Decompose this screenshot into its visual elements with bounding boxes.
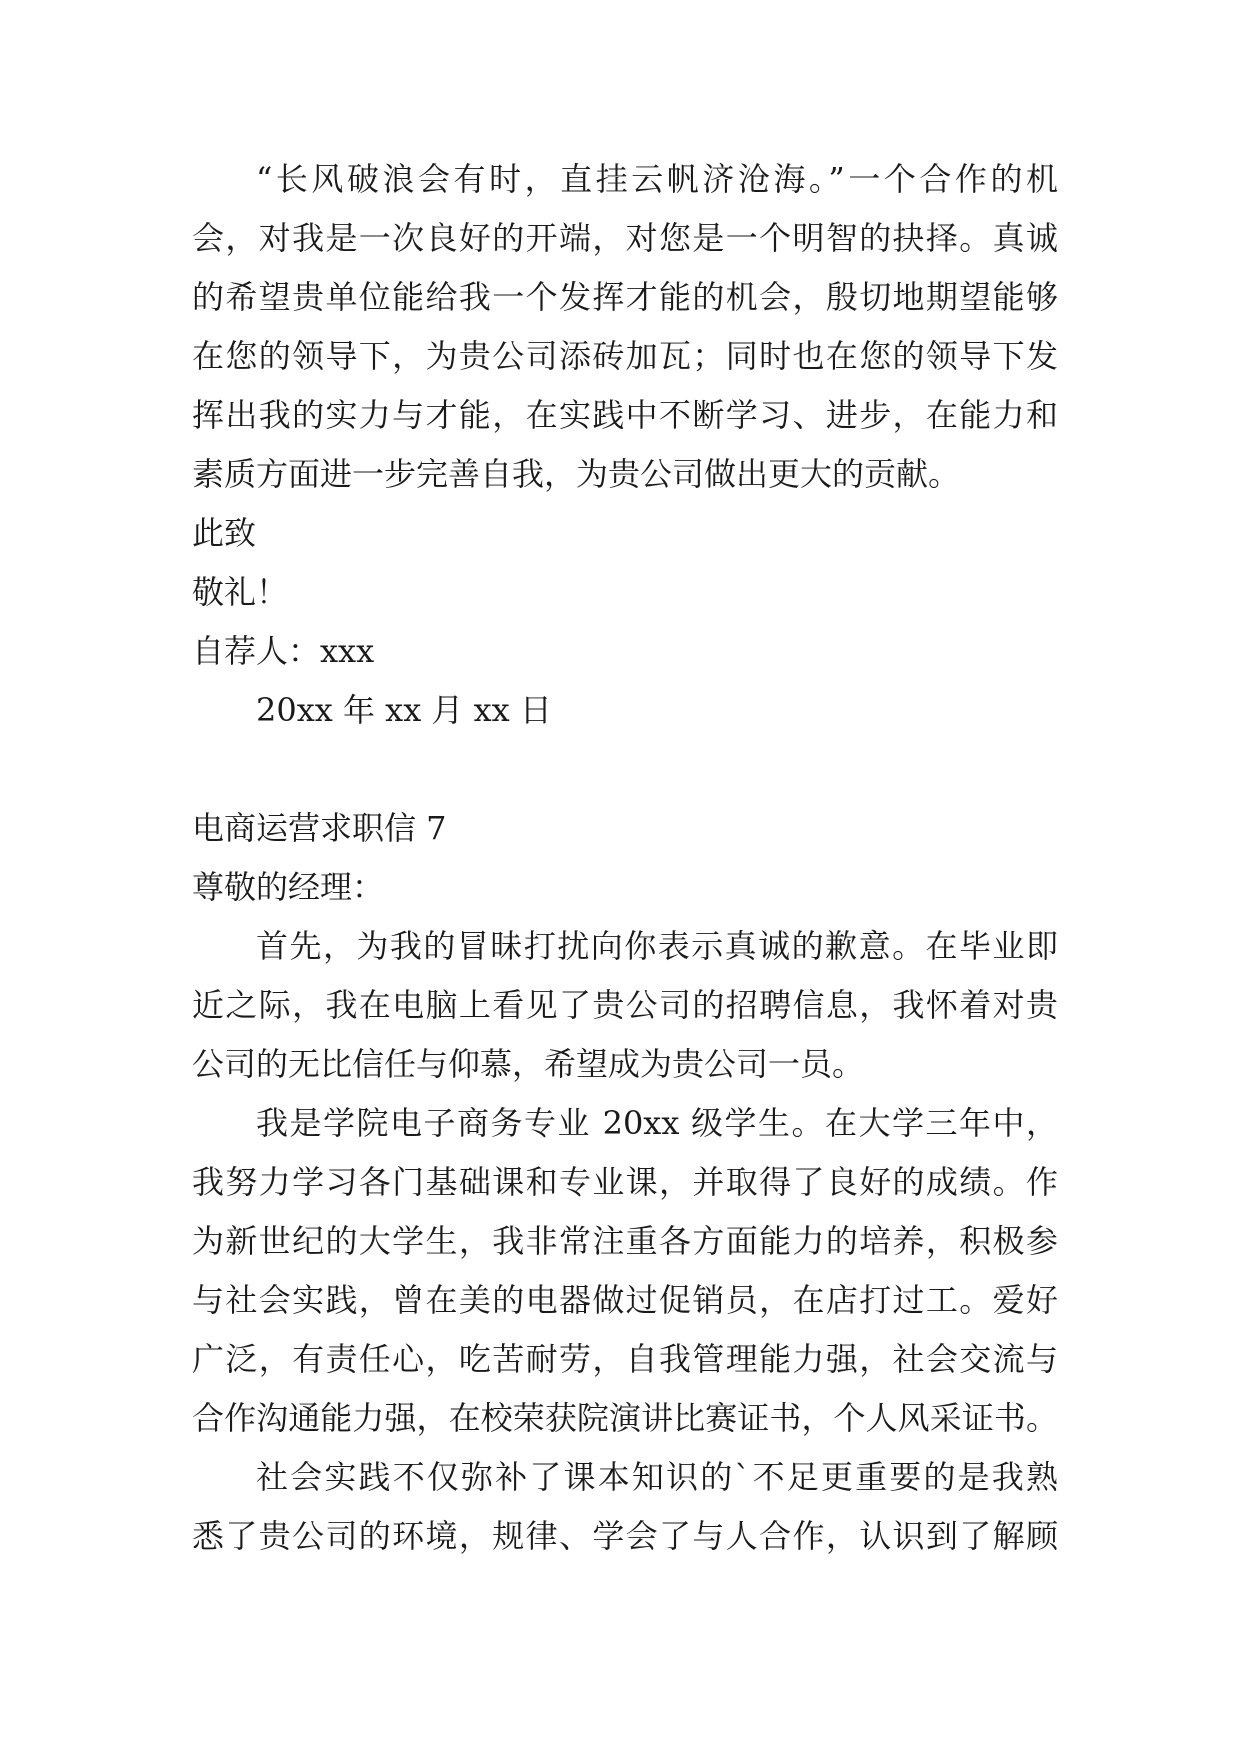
letter-closing <box>192 504 1058 740</box>
paragraph-line: 首先，为我的冒昧打扰向你表示真诚的歉意。在毕业即 <box>256 927 1058 965</box>
paragraph-line: 近之际，我在电脑上看见了贵公司的招聘信息，我怀着对贵 <box>192 986 1058 1024</box>
paragraph-line: 为新世纪的大学生，我非常注重各方面能力的培养，积极参 <box>192 1222 1058 1260</box>
paragraph-line: 合作沟通能力强，在校荣获院演讲比赛证书，个人风采证书。 <box>192 1399 1058 1437</box>
section-gap <box>192 740 1058 799</box>
closing-paragraph <box>192 150 1058 504</box>
date-line: 20xx 年 xx 月 xx 日 <box>256 691 552 729</box>
letter-title: 电商运营求职信 7 <box>192 809 447 847</box>
paragraph-line: 社会实践不仅弥补了课本知识的`不足更重要的是我熟 <box>256 1458 1058 1496</box>
paragraph-line: 素质方面进一步完善自我，为贵公司做出更大的贡献。 <box>192 455 961 493</box>
paragraph-line: 公司的无比信任与仰慕，希望成为贵公司一员。 <box>192 1045 865 1083</box>
letter-7 <box>192 799 1058 1566</box>
paragraph-line: 我是学院电子商务专业 20xx 级学生。在大学三年中， <box>256 1104 1058 1142</box>
paragraph-line: 悉了贵公司的环境，规律、学会了与人合作，认识到了解顾 <box>192 1517 1058 1555</box>
paragraph-line: 与社会实践，曾在美的电器做过促销员，在店打过工。爱好 <box>192 1281 1058 1319</box>
salutation-line-1: 此致 <box>192 514 257 552</box>
paragraph-line: 的希望贵单位能给我一个发挥才能的机会，殷切地期望能够 <box>192 278 1058 316</box>
paragraph-line: 在您的领导下，为贵公司添砖加瓦；同时也在您的领导下发 <box>192 337 1058 375</box>
paragraph-line: 会，对我是一次良好的开端，对您是一个明智的抉择。真诚 <box>192 219 1058 257</box>
paragraph-line: 我努力学习各门基础课和专业课，并取得了良好的成绩。作 <box>192 1163 1058 1201</box>
salutation-line-2: 敬礼！ <box>192 573 289 611</box>
document-page <box>192 150 1058 1566</box>
signer-line: 自荐人：xxx <box>192 632 375 670</box>
paragraph-line: 广泛，有责任心，吃苦耐劳，自我管理能力强，社会交流与 <box>192 1340 1058 1378</box>
paragraph-line: “长风破浪会有时，直挂云帆济沧海。”一个合作的机 <box>256 160 1058 198</box>
paragraph-line: 挥出我的实力与才能，在实践中不断学习、进步，在能力和 <box>192 396 1058 434</box>
letter-greeting: 尊敬的经理： <box>192 868 385 906</box>
